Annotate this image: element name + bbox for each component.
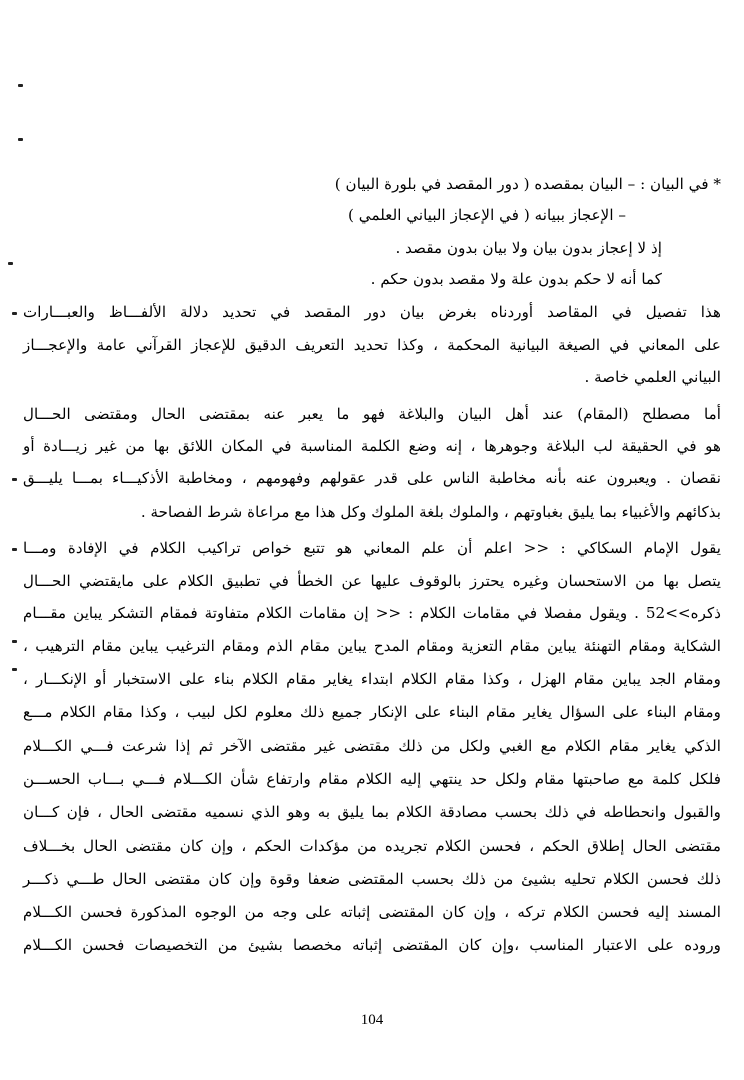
text-line: بذكائهم والأغبياء بما يليق بغباوتهم ، والملوك بلغة الملوك وكل هذا مع مراعاة شرط الفصاحة . (140, 503, 721, 521)
text-line: هو في الحقيقة لب البلاغة وجوهرها ، إنه وضع الكلمة المناسبة في المكان اللائق بها من غير زيـــادة أو (23, 437, 721, 455)
margin-mark (12, 668, 17, 671)
margin-mark (12, 478, 17, 481)
text-line: على المعاني في الصيغة البيانية المحكمة ، وكذا تحديد التعريف الدقيق للإعجاز القرآني عامة والإعجـــاز (23, 336, 721, 354)
text-line: هذا تفصيل في المقاصد أوردناه بغرض بيان دور المقصد في تحديد دلالة الألفـــاظ والعبـــارات (23, 303, 721, 321)
text-line: ذلك فحسن الكلام تحليه بشيئ من ذلك بحسب المقتضى ضعفا وقوة وإن كان مقتضى الحال طـــي ذكـــر (23, 870, 721, 888)
margin-mark (12, 640, 17, 643)
margin-mark (8, 262, 13, 265)
text-line: يتصل بها من الاستحسان وغيره يحترز بالوقوف عليها عن الخطأ في تطبيق الكلام على مايقتضي الحـــال (23, 572, 721, 590)
text-line: فلكل كلمة مع صاحبتها مقام ولكل حد ينتهي إليه الكلام مقام وارتفاع شأن الكـــلام فـــي بـــاب الحســـن (23, 770, 721, 788)
text-line: مقتضى الحال إطلاق الحكم ، فحسن الكلام تجريده من مؤكدات الحكم ، وإن كان مقتضى الحال بخـــلاف (23, 837, 721, 855)
text-line: يقول الإمام السكاكي : << اعلم أن علم المعاني هو تتبع خواص تراكيب الكلام في الإفادة ومـــا (23, 539, 721, 557)
margin-mark (12, 312, 17, 315)
text-line: البياني العلمي خاصة . (584, 368, 721, 386)
text-line: ومقام البناء على السؤال يغاير مقام البناء على الإنكار جميع ذلك معلوم لكل لبيب ، وكذا مقام الكلام مـــع (23, 703, 721, 721)
text-line: وروده على الاعتبار المناسب ،وإن كان المقتضى إثباته مخصصا بشيئ من التخصيصات فحسن الكـــلام (23, 936, 721, 954)
text-line: والقبول وانحطاطه في ذلك بحسب مصادقة الكلام بما يليق به وهو الذي نسميه مقتضى الحال ، فإن كـــان (23, 803, 721, 821)
text-line: المسند إليه فحسن الكلام تركه ، وإن كان المقتضى إثباته على وجه من الوجوه المذكورة فحسن الكـــلام (23, 903, 721, 921)
text-line: الذكي يغاير مقام الكلام مع الغبي ولكل من ذلك مقتضى غير مقتضى الآخر ثم إذا شرعت فـــي الكـــلام (23, 737, 721, 755)
margin-mark (12, 548, 17, 551)
text-line: ذكره>>52 . ويقول مفصلا في مقامات الكلام : << إن مقامات الكلام متفاوتة فمقام التشكر يباين مقـــام (23, 604, 721, 622)
page-number: 104 (360, 1012, 384, 1028)
text-line: – الإعجاز ببيانه ( في الإعجاز البياني العلمي ) (348, 206, 626, 224)
margin-mark (18, 138, 23, 141)
margin-mark (18, 84, 23, 87)
text-line: كما أنه لا حكم بدون علة ولا مقصد بدون حكم . (370, 270, 662, 288)
text-line: نقصان . ويعبرون عنه بأنه مخاطبة الناس على قدر عقولهم وفهومهم ، ومخاطبة الأذكيـــاء بمـــا يليـــق (23, 469, 721, 487)
text-line: الشكاية ومقام التهنئة يباين مقام التعزية ومقام المدح يباين مقام الذم ومقام الترغيب يباين مقام الترهيب ، (23, 637, 721, 655)
text-line: ومقام الجد يباين مقام الهزل ، وكذا مقام الكلام ابتداء يغاير مقام الكلام بناء على الاستخبار أو الإنكـــار ، (23, 670, 721, 688)
text-line: إذ لا إعجاز بدون بيان ولا بيان بدون مقصد . (395, 239, 662, 257)
text-line: أما مصطلح (المقام) عند أهل البيان والبلاغة فهو ما يعبر عنه بمقتضى الحال ومقتضى الحـــال (23, 405, 721, 423)
text-line: * في البيان : – البيان بمقصده ( دور المقصد في بلورة البيان ) (334, 175, 721, 193)
